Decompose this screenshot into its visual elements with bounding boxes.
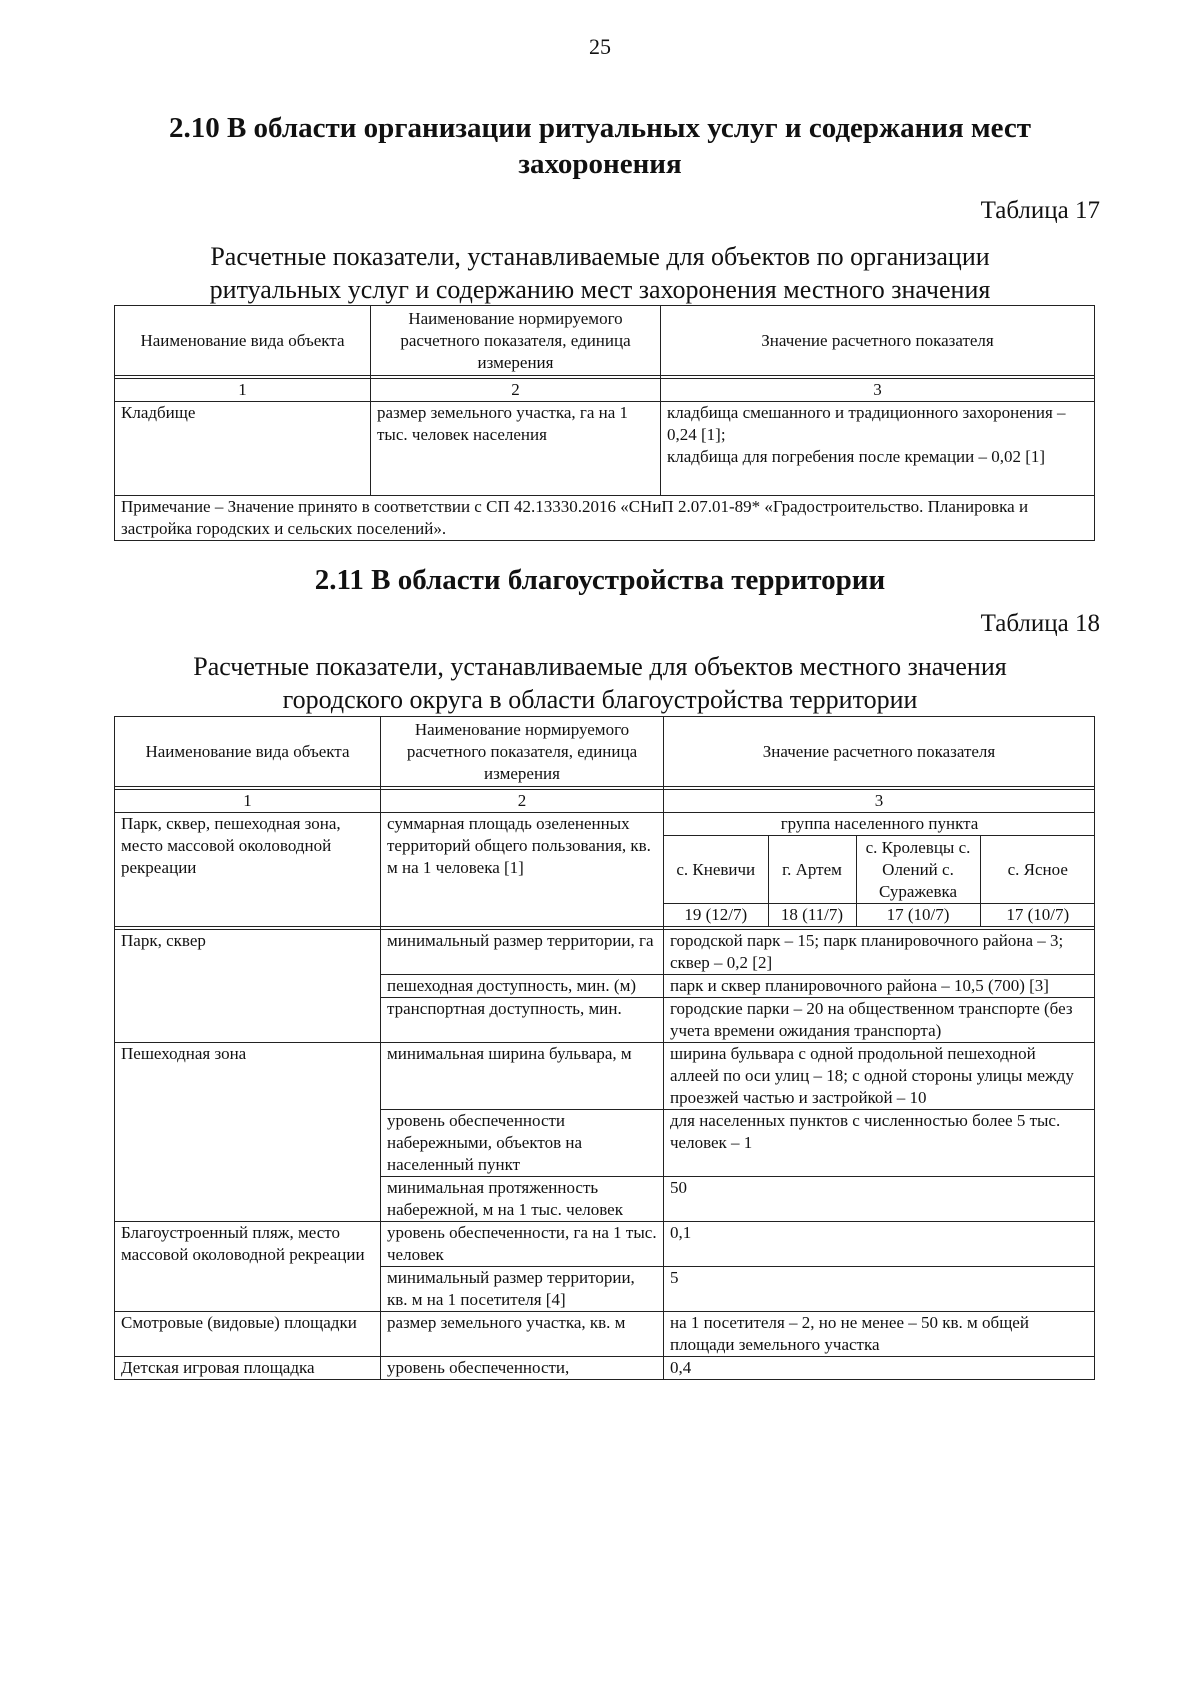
table-18-indicator-cell: уровень обеспеченности набережными, объектов на населенный пункт	[381, 1110, 664, 1177]
table-18-header-object: Наименование вида объекта	[115, 717, 381, 787]
table-18-object-cell: Парк, сквер	[115, 930, 381, 1043]
settlement-group-value: 18 (11/7)	[768, 904, 856, 927]
table-18-indicator-cell: размер земельного участка, кв. м	[381, 1312, 664, 1357]
table-18-value-cell: 5	[664, 1267, 1095, 1312]
table-17	[114, 305, 1095, 541]
settlement-group-name: с. Ясное	[980, 836, 1095, 904]
section-title-2-10	[0, 110, 1200, 182]
table-18-value-cell: ширина бульвара с одной продольной пешеходной аллеей по оси улиц – 18; с одной стороны улицы между проезжей частью и застройкой – 10	[664, 1043, 1095, 1110]
column-number: 3	[664, 790, 1095, 813]
table-18-indicator-cell: минимальный размер территории, кв. м на 1 посетителя [4]	[381, 1267, 664, 1312]
settlement-group-value: 17 (10/7)	[856, 904, 980, 927]
table-18-value-cell: 0,1	[664, 1222, 1095, 1267]
settlement-group-name: с. Кролевцы с. Олений с. Суражевка	[856, 836, 980, 904]
table-18-object-cell: Детская игровая площадка	[115, 1357, 381, 1380]
value-line: кладбища для погребения после кремации – 0,02 [1]	[667, 447, 1046, 466]
table-18-value-cell: 0,4	[664, 1357, 1095, 1380]
table-17-header-object: Наименование вида объекта	[115, 306, 371, 376]
caption-line: Расчетные показатели, устанавливаемые для объектов местного значения	[193, 652, 1007, 681]
table-17-note: Примечание – Значение принято в соответствии с СП 42.13330.2016 «СНиП 2.07.01-89* «Градостроительство. Планировка и застройка городских и сельских поселений».	[115, 496, 1095, 541]
caption-line: Расчетные показатели, устанавливаемые для объектов по организации	[210, 242, 990, 271]
table-17-object-cell: Кладбище	[115, 402, 371, 496]
table-18-header-indicator: Наименование нормируемого расчетного показателя, единица измерения	[381, 717, 664, 787]
column-number: 1	[115, 790, 381, 813]
table-18-value-cell: на 1 посетителя – 2, но не менее – 50 кв. м общей площади земельного участка	[664, 1312, 1095, 1357]
table-18-indicator-cell: уровень обеспеченности, га на 1 тыс. человек	[381, 1222, 664, 1267]
table-18-object-cell: Пешеходная зона	[115, 1043, 381, 1222]
table-17-header-value: Значение расчетного показателя	[661, 306, 1095, 376]
table-number-18: Таблица 18	[980, 610, 1100, 637]
table-17-value-cell	[661, 402, 1095, 496]
table-18-indicator-cell: уровень обеспеченности,	[381, 1357, 664, 1380]
settlement-group-cell	[664, 813, 1095, 927]
table-number-17: Таблица 17	[980, 197, 1100, 224]
table-18-indicator-cell: пешеходная доступность, мин. (м)	[381, 975, 664, 998]
page-number: 25	[589, 34, 611, 59]
settlement-group-table	[664, 813, 1095, 926]
section-title-2-11: 2.11 В области благоустройства территории	[314, 564, 886, 596]
caption-line: ритуальных услуг и содержанию мест захоронения местного значения	[209, 275, 991, 304]
table-18-object-cell: Смотровые (видовые) площадки	[115, 1312, 381, 1357]
table-18-value-cell: для населенных пунктов с численностью более 5 тыс. человек – 1	[664, 1110, 1095, 1177]
table-18-object-cell: Благоустроенный пляж, место массовой околоводной рекреации	[115, 1222, 381, 1312]
column-number: 3	[661, 379, 1095, 402]
table-17-header-indicator: Наименование нормируемого расчетного показателя, единица измерения	[371, 306, 661, 376]
table-17-indicator-cell: размер земельного участка, га на 1 тыс. человек населения	[371, 402, 661, 496]
table-18-value-cell: 50	[664, 1177, 1095, 1222]
settlement-group-name: с. Кневичи	[664, 836, 768, 904]
settlement-group-header: группа населенного пункта	[664, 813, 1095, 836]
table-18-header-value: Значение расчетного показателя	[664, 717, 1095, 787]
table-18-indicator-cell: минимальный размер территории, га	[381, 930, 664, 975]
table-18-object-cell: Парк, сквер, пешеходная зона, место массовой околоводной рекреации	[115, 813, 381, 927]
table-17-caption	[0, 240, 1200, 306]
table-18-caption	[0, 650, 1200, 716]
settlement-group-name: г. Артем	[768, 836, 856, 904]
settlement-group-value: 17 (10/7)	[1006, 905, 1070, 924]
table-18	[114, 716, 1095, 1380]
table-18-indicator-cell: минимальная ширина бульвара, м	[381, 1043, 664, 1110]
caption-line: городского округа в области благоустройства территории	[282, 685, 918, 714]
table-18-value-cell: парк и сквер планировочного района – 10,5 (700) [3]	[664, 975, 1095, 998]
table-18-value-cell: городские парки – 20 на общественном транспорте (без учета времени ожидания транспорта)	[664, 998, 1095, 1043]
settlement-group-value: 19 (12/7)	[664, 904, 768, 927]
table-18-indicator-cell: минимальная протяженность набережной, м на 1 тыс. человек	[381, 1177, 664, 1222]
value-line: кладбища смешанного и традиционного захоронения – 0,24 [1];	[667, 403, 1066, 444]
table-18-indicator-cell: транспортная доступность, мин.	[381, 998, 664, 1043]
section-title-line: захоронения	[518, 148, 682, 180]
section-title-line: 2.10 В области организации ритуальных услуг и содержания мест	[168, 112, 1032, 144]
table-18-indicator-cell: суммарная площадь озелененных территорий общего пользования, кв. м на 1 человека [1]	[381, 813, 664, 927]
table-18-value-cell: городской парк – 15; парк планировочного района – 3; сквер – 0,2 [2]	[664, 930, 1095, 975]
column-number: 2	[371, 379, 661, 402]
column-number: 2	[381, 790, 664, 813]
column-number: 1	[115, 379, 371, 402]
